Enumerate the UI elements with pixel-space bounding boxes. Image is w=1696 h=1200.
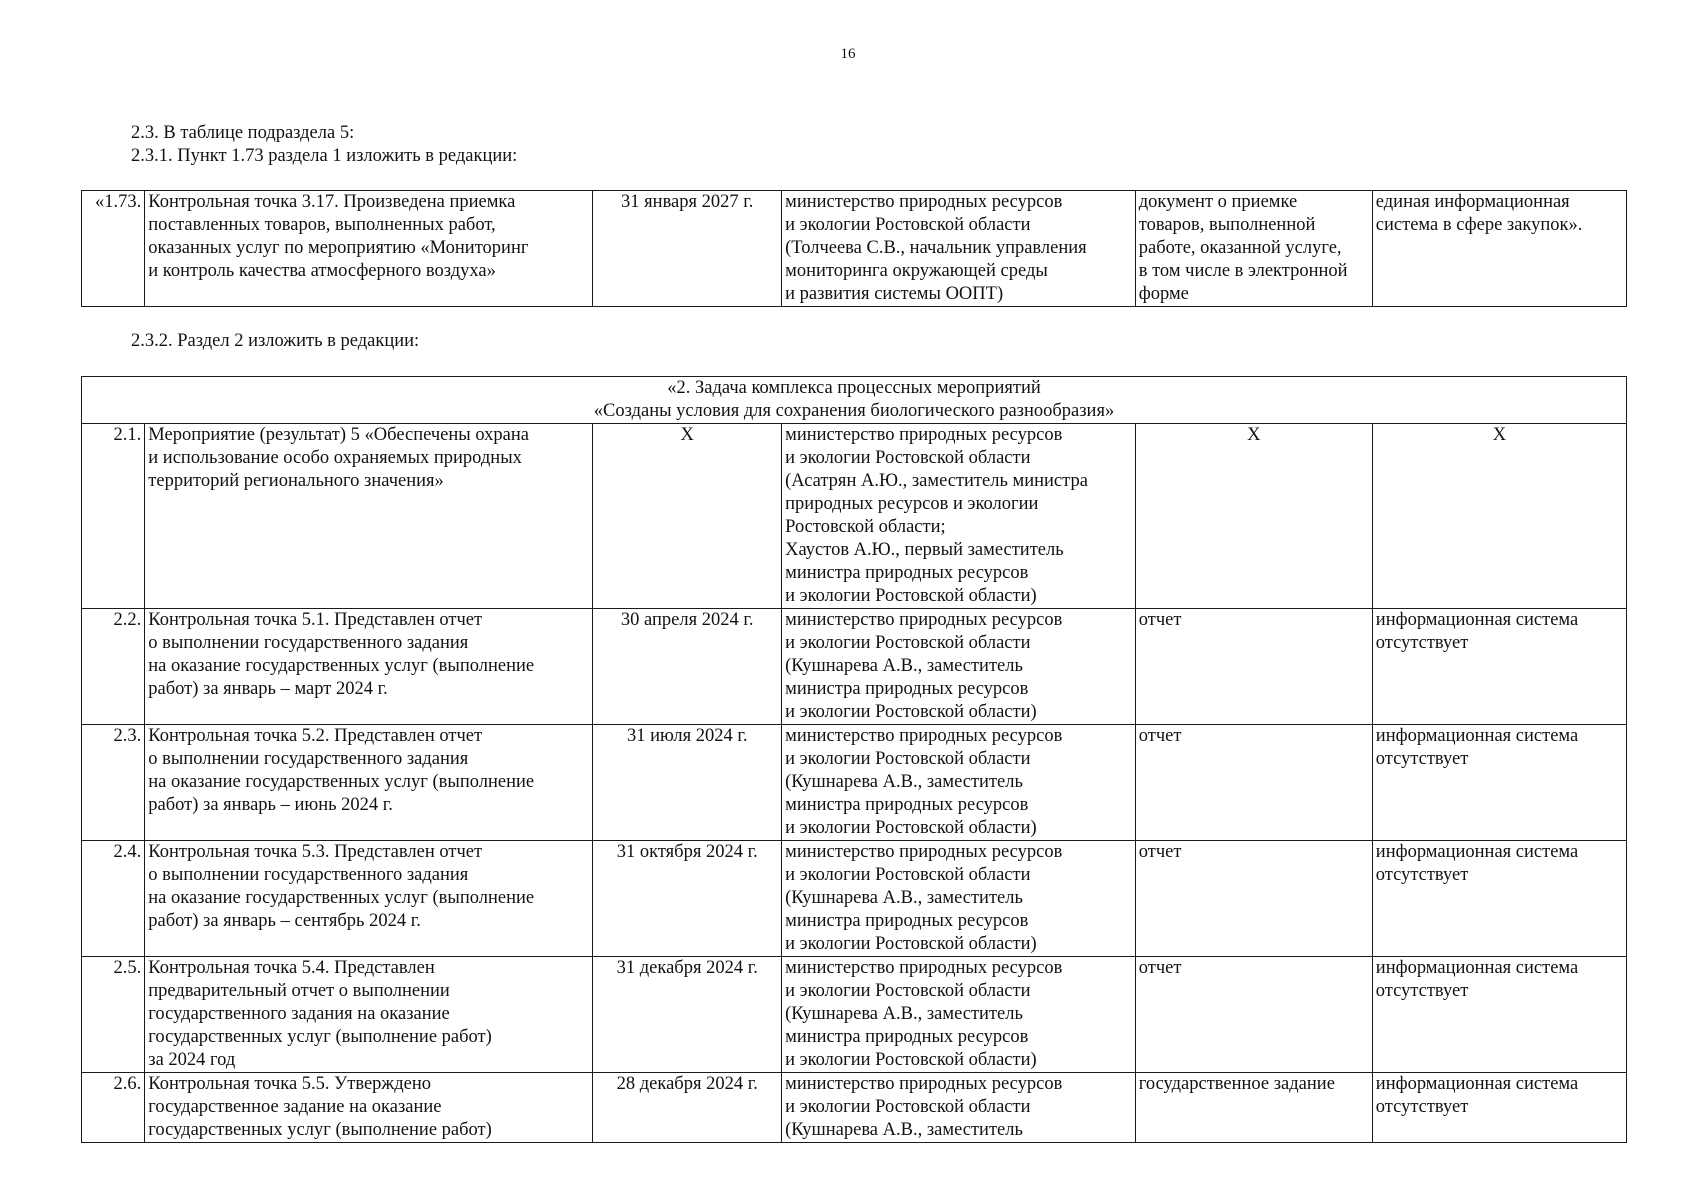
text-line: информационная система xyxy=(1375,842,1579,862)
row-number: 2.5. xyxy=(82,957,145,1073)
text-line: работе, оказанной услуге, xyxy=(1138,238,1342,258)
row-system xyxy=(1372,609,1626,725)
text-line: (Кушнарева А.В., заместитель xyxy=(785,1004,1023,1024)
text-line: и экологии Ростовской области) xyxy=(785,818,1037,838)
section-header-row xyxy=(82,377,1627,424)
text-line: территорий регионального значения» xyxy=(148,471,444,491)
text-line: информационная система xyxy=(1375,1074,1579,1094)
text-line: (Кушнарева А.В., заместитель xyxy=(785,1120,1023,1140)
text-line: и использование особо охраняемых природных xyxy=(148,448,522,468)
text-line: министерство природных ресурсов xyxy=(785,610,1063,630)
row-date: 31 января 2027 г. xyxy=(593,191,782,307)
text-line: и экологии Ростовской области xyxy=(785,215,1031,235)
text-line: (Кушнарева А.В., заместитель xyxy=(785,772,1023,792)
text-line: и экологии Ростовской области) xyxy=(785,586,1037,606)
table-row xyxy=(82,1073,1627,1143)
text-line: и экологии Ростовской области xyxy=(785,448,1031,468)
row-name xyxy=(145,424,593,609)
row-responsible xyxy=(782,957,1136,1073)
row-document: отчет xyxy=(1135,609,1372,725)
text-line: Хаустов А.Ю., первый заместитель xyxy=(785,540,1064,560)
text-line: работ) за январь – июнь 2024 г. xyxy=(148,795,393,815)
table-row xyxy=(82,957,1627,1073)
text-line: и развития системы ООПТ) xyxy=(785,284,1004,304)
text-line: и экологии Ростовской области) xyxy=(785,1050,1037,1070)
text-line: о выполнении государственного задания xyxy=(148,749,469,769)
text-line: министра природных ресурсов xyxy=(785,795,1029,815)
text-line: и экологии Ростовской области) xyxy=(785,934,1037,954)
text-line: Контрольная точка 5.3. Представлен отчет xyxy=(148,842,483,862)
row-responsible xyxy=(782,609,1136,725)
row-name xyxy=(145,841,593,957)
table-row xyxy=(82,841,1627,957)
text-line: работ) за январь – март 2024 г. xyxy=(148,679,388,699)
row-name xyxy=(145,725,593,841)
text-line: министерство природных ресурсов xyxy=(785,842,1063,862)
row-name xyxy=(145,191,593,307)
text-line: министерство природных ресурсов xyxy=(785,425,1063,445)
text-line: министерство природных ресурсов xyxy=(785,192,1063,212)
text-line: государственного задания на оказание xyxy=(148,1004,450,1024)
text-line: Контрольная точка 5.1. Представлен отчет xyxy=(148,610,483,630)
text-line: на оказание государственных услуг (выполнение xyxy=(148,772,535,792)
text-line: и экологии Ростовской области xyxy=(785,749,1031,769)
row-number: 2.6. xyxy=(82,1073,145,1143)
row-number: 2.2. xyxy=(82,609,145,725)
text-line: информационная система xyxy=(1375,726,1579,746)
text-line: документ о приемке xyxy=(1138,192,1298,212)
text-line: министерство природных ресурсов xyxy=(785,1074,1063,1094)
section-header xyxy=(82,377,1627,424)
text-line: оказанных услуг по мероприятию «Мониторинг xyxy=(148,238,529,258)
section2-intro: 2.3.2. Раздел 2 изложить в редакции: xyxy=(131,331,420,351)
row-number: «1.73. xyxy=(82,191,145,307)
row-date: X xyxy=(593,424,782,609)
text-line: информационная система xyxy=(1375,610,1579,630)
text-line: отсутствует xyxy=(1375,865,1469,885)
row-responsible xyxy=(782,841,1136,957)
row-document: X xyxy=(1135,424,1372,609)
text-line: министерство природных ресурсов xyxy=(785,958,1063,978)
text-line: Контрольная точка 5.4. Представлен xyxy=(148,958,435,978)
intro-line-2: 2.3.1. Пункт 1.73 раздела 1 изложить в редакции: xyxy=(131,146,518,166)
row-date: 30 апреля 2024 г. xyxy=(593,609,782,725)
text-line: и экологии Ростовской области xyxy=(785,865,1031,885)
table-row xyxy=(82,424,1627,609)
text-line: работ) за январь – сентябрь 2024 г. xyxy=(148,911,421,931)
row-document: государственное задание xyxy=(1135,1073,1372,1143)
text-line: министра природных ресурсов xyxy=(785,563,1029,583)
amendment-table-2 xyxy=(81,376,1627,1143)
amendment-table-1 xyxy=(81,190,1627,307)
row-date: 31 октября 2024 г. xyxy=(593,841,782,957)
text-line: «2. Задача комплекса процессных мероприятий xyxy=(667,378,1041,398)
text-line: и контроль качества атмосферного воздуха» xyxy=(148,261,496,281)
text-line: предварительный отчет о выполнении xyxy=(148,981,450,1001)
row-system xyxy=(1372,1073,1626,1143)
text-line: (Асатрян А.Ю., заместитель министра xyxy=(785,471,1088,491)
table-row xyxy=(82,725,1627,841)
text-line: мониторинга окружающей среды xyxy=(785,261,1048,281)
text-line: на оказание государственных услуг (выполнение xyxy=(148,656,535,676)
row-responsible xyxy=(782,1073,1136,1143)
text-line: отсутствует xyxy=(1375,633,1469,653)
text-line: «Созданы условия для сохранения биологического разнообразия» xyxy=(593,401,1115,421)
text-line: форме xyxy=(1138,284,1189,304)
text-line: в том числе в электронной xyxy=(1138,261,1348,281)
text-line: министерство природных ресурсов xyxy=(785,726,1063,746)
text-line: Контрольная точка 5.2. Представлен отчет xyxy=(148,726,483,746)
text-line: единая информационная xyxy=(1375,192,1570,212)
row-date: 28 декабря 2024 г. xyxy=(593,1073,782,1143)
text-line: отсутствует xyxy=(1375,1097,1469,1117)
text-line: министра природных ресурсов xyxy=(785,911,1029,931)
text-line: Контрольная точка 3.17. Произведена приемка xyxy=(148,192,516,212)
row-system xyxy=(1372,841,1626,957)
row-number: 2.3. xyxy=(82,725,145,841)
text-line: государственное задание на оказание xyxy=(148,1097,442,1117)
text-line: Мероприятие (результат) 5 «Обеспечены охрана xyxy=(148,425,529,445)
text-line: природных ресурсов и экологии xyxy=(785,494,1039,514)
row-system xyxy=(1372,725,1626,841)
row-date: 31 декабря 2024 г. xyxy=(593,957,782,1073)
text-line: информационная система xyxy=(1375,958,1579,978)
text-line: и экологии Ростовской области) xyxy=(785,702,1037,722)
text-line: отсутствует xyxy=(1375,749,1469,769)
text-line: государственных услуг (выполнение работ) xyxy=(148,1027,492,1047)
table-row xyxy=(82,191,1627,307)
text-line: о выполнении государственного задания xyxy=(148,865,469,885)
row-responsible xyxy=(782,725,1136,841)
text-line: на оказание государственных услуг (выполнение xyxy=(148,888,535,908)
row-number: 2.1. xyxy=(82,424,145,609)
row-document: отчет xyxy=(1135,957,1372,1073)
row-system: X xyxy=(1372,424,1626,609)
text-line: и экологии Ростовской области xyxy=(785,981,1031,1001)
text-line: Контрольная точка 5.5. Утверждено xyxy=(148,1074,431,1094)
text-line: за 2024 год xyxy=(148,1050,236,1070)
text-line: (Кушнарева А.В., заместитель xyxy=(785,888,1023,908)
row-document: отчет xyxy=(1135,725,1372,841)
row-system xyxy=(1372,957,1626,1073)
row-date: 31 июля 2024 г. xyxy=(593,725,782,841)
row-number: 2.4. xyxy=(82,841,145,957)
text-line: (Толчеева С.В., начальник управления xyxy=(785,238,1087,258)
row-responsible xyxy=(782,191,1136,307)
text-line: о выполнении государственного задания xyxy=(148,633,469,653)
text-line: государственных услуг (выполнение работ) xyxy=(148,1120,492,1140)
text-line: и экологии Ростовской области xyxy=(785,633,1031,653)
text-line: Ростовской области; xyxy=(785,517,946,537)
text-line: министра природных ресурсов xyxy=(785,1027,1029,1047)
row-document: отчет xyxy=(1135,841,1372,957)
text-line: отсутствует xyxy=(1375,981,1469,1001)
row-name xyxy=(145,609,593,725)
row-responsible xyxy=(782,424,1136,609)
row-name xyxy=(145,957,593,1073)
table-row xyxy=(82,609,1627,725)
text-line: (Кушнарева А.В., заместитель xyxy=(785,656,1023,676)
row-system xyxy=(1372,191,1626,307)
text-line: товаров, выполненной xyxy=(1138,215,1316,235)
text-line: система в сфере закупок». xyxy=(1375,215,1583,235)
row-document xyxy=(1135,191,1372,307)
text-line: и экологии Ростовской области xyxy=(785,1097,1031,1117)
intro-line-1: 2.3. В таблице подраздела 5: xyxy=(131,123,355,143)
row-name xyxy=(145,1073,593,1143)
text-line: министра природных ресурсов xyxy=(785,679,1029,699)
page-number: 16 xyxy=(840,46,856,62)
text-line: поставленных товаров, выполненных работ, xyxy=(148,215,496,235)
